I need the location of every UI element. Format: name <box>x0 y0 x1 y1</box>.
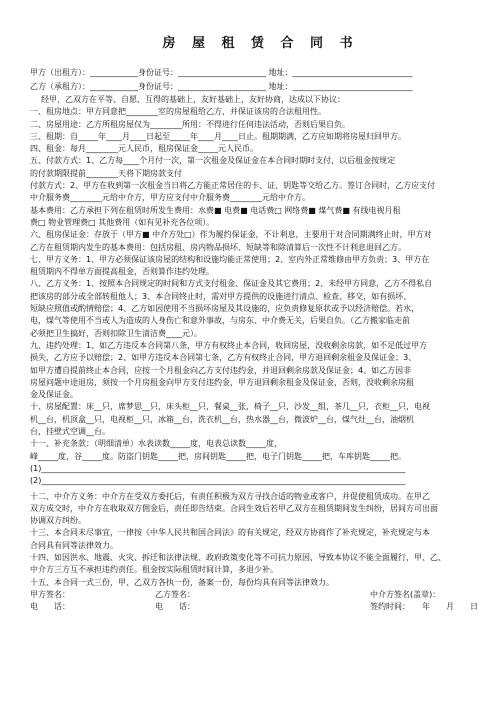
clause-line: 中介服务费________元给中介方，甲方应支付中介服务费________元给中介方。 <box>30 193 310 203</box>
closing-clause-line: 协调双方纠纷。 <box>30 516 86 526</box>
closing-clause-line: 十三、本合同未尽事宜，一律按《中华人民共和国合同法》的有关规定，经双方协商作了补充规定，补充规定与本 <box>30 528 430 538</box>
intro-line: 经甲、乙双方在平等、自愿、互得的基础上，友好基础上，友好协商，达成以下协议： <box>41 95 345 104</box>
supplement-line: (1)___________________________________________________________________________________________ <box>30 463 406 473</box>
signature-row <box>30 589 491 601</box>
party-b-line: 乙方（承租方）：____________身份证号：______________________ 地址：______________________________ <box>30 82 413 91</box>
sign-date-label: 签约时间： 年 月 日 <box>370 602 478 612</box>
party-b-signature-label: 乙方签名： <box>155 589 195 599</box>
closing-clause-line: 中介方三方互不承担违约责任。租金按实际租赁时间计算，多退少补。 <box>30 565 278 575</box>
clause-line: 四、租金：每月________元人民币，租房保证金_____元人民币。 <box>30 144 258 154</box>
phone-row <box>30 601 491 613</box>
clause-line: 十一、补充条款：（明细清单）水表读数_____度，电表总读数_____度， <box>30 439 282 449</box>
document-title: 房 屋 租 赁 合 同 书 <box>162 36 359 51</box>
clause-line: 十、房屋配置：床__只，席梦思__只，床头柜__只，餐桌__张，椅子__只，沙发__组，茶几__只，衣柜__只，电视 <box>30 402 430 412</box>
clause-line: 乙方在租赁期内发生的基本费用：包括房租、房内物品损坏、短缺等和除清算后一次性不计利息退回乙方。 <box>30 242 406 252</box>
party-a-line: 甲方（出租方）：____________身份证号：______________________ 地址：______________________________ <box>30 68 413 77</box>
clause-line: 三、租期：自_____年____月____日起至_____年____月____日止。租期期满，乙方应如期将房屋归回甲方。 <box>30 131 406 141</box>
clause-line: 如甲方遭自提前终止本合同，应按一个月租金向乙方支付违约金，并退回剩余房款及保证金；4、如乙方因非 <box>30 365 412 375</box>
clause-line: 付款方式：2、甲方在收到第一次租金当日将乙方能正常居住的卡、证、钥匙等交给乙方。签订合同时，乙方应支付 <box>30 181 436 191</box>
party-a-phone-label: 电 话： <box>30 602 70 612</box>
clause-line: 七、甲方义务：1、甲方必须保证该房屋的结构和设施均能正常使用；2、室内外正常维修由甲方负责；3、甲方在 <box>30 254 430 264</box>
party-a-signature-label: 甲方签名： <box>30 589 70 599</box>
clause-line: 二、房屋用途：乙方所租房屋仅为________所用：不得进行任何违法活动，否则后果自负。 <box>30 119 350 129</box>
clause-line: 九、违约处理：1、如乙方违反本合同第八条，甲方有权终止本合同，收回房屋，没收剩余房款，如不足低过甲方 <box>30 340 428 350</box>
closing-clauses-section <box>30 491 491 589</box>
clause-line: 金及保证金。 <box>30 390 78 400</box>
clause-line: 六、租房保证金：存放于（甲方■ 中介方处□）作为履约保证金，不计利息，主要用于对合同期满终止时，甲方对 <box>30 230 432 240</box>
supplement-lines <box>30 463 491 488</box>
clause-line: 租赁期内不得单方面提高租金，否则算作违约处理。 <box>30 267 214 277</box>
supplement-line: (2)___________________________________________________________________________________________ <box>30 476 406 486</box>
clause-line: 把该房的部分或全部转租他人；3、本合同终止时，需对甲方提供的设施进行清点、检查、移交，如有损坏、 <box>30 291 412 301</box>
agent-signature-label: 中介方签名(盖章)： <box>370 589 441 599</box>
clause-line: 基本费用：乙方承担下列在租赁时所发生费用：水费■ 电费■ 电话费□ 网络费■ 煤气费■ 有线电视月租 <box>30 205 401 215</box>
closing-clause-line: 十二、中介方义务：中介方在受双方委托后，有责任积极为双方寻找合适的物业或客户，并促使租赁成功。在甲乙 <box>30 491 430 501</box>
closing-clause-line: 双方成交时，中介方在收取双方佣金后，责任即告结束。合同生效后若甲乙双方在租赁期间发生纠纷，居间方可出面 <box>30 503 438 513</box>
closing-clause-line: 十五、本合同一式三份，甲、乙双方各执一份，备案一份，每份均具有同等法律效力。 <box>30 577 334 587</box>
closing-clause-line: 十四、如因洪水、地震、火灾、拆迁和法律法规、政府政策变化等不可抗力原因，导致本协议不能全面履行，甲、乙、 <box>30 552 446 562</box>
clauses-section <box>30 106 491 463</box>
clause-line: 机__台，机顶盒__只，电视柜__只，冰箱__台，洗衣机__台，热水器__台，微波炉__台，煤气灶__台，油烟机 <box>30 414 414 424</box>
clause-line: 八、乙方义务：1、按照本合同规定的时间和方式支付租金、保证金及其它费用；2、未经甲方同意，乙方不得私自 <box>30 279 433 289</box>
clause-line: 必须把卫生搞好，否则扣除卫生清洁费____元）。 <box>30 328 202 338</box>
clause-line: 电，煤气等使用不当或人为造成的人身伤亡和意外事故，与房东、中介费无关，后果自负。（乙方搬家临走前 <box>30 316 410 326</box>
clause-line: 损失，乙方应予以赔偿；2、如甲方违反本合同第七条，乙方有权终止合同，甲方退回剩余租金及保证金；3、 <box>30 353 417 363</box>
clause-line: 的付款期限提前________天将下期房款支付 <box>30 168 182 178</box>
party-b-phone-label: 电 话： <box>155 602 195 612</box>
clause-line: 台，挂壁式空调__台。 <box>30 427 110 437</box>
parties-section <box>30 66 491 94</box>
clause-line: 峰_____度，谷_____度。防盗门钥匙_____把，房间钥匙_____把，电子门钥匙_____把，车库钥匙_____把。 <box>30 451 406 461</box>
clause-line: 一、租房地点：甲方同意把________室的房屋租给乙方，并保证该房的合法租用性。 <box>30 107 326 117</box>
clause-line: 短缺应照值或酌情赔偿；4、乙方如因使用不当损坏房屋及其设施的，应负责修复原状或予以经济赔偿。若水， <box>30 304 420 314</box>
clause-line: 房屋问题中途退房，须按一个月房租金向甲方支付违约金，甲方退回剩余租金及保证金，否则，没收剩余房租 <box>30 377 414 387</box>
clause-line: 费□ 物业管理费□ 其他费用（如有见补充各位项）。 <box>30 217 215 227</box>
clause-line: 五、付款方式：1、乙方每____个月付一次，第一次租金及保证金在本合同时期时支付，以后租金按规定 <box>30 156 396 166</box>
closing-clause-line: 合同具有同等法律效力。 <box>30 540 118 550</box>
